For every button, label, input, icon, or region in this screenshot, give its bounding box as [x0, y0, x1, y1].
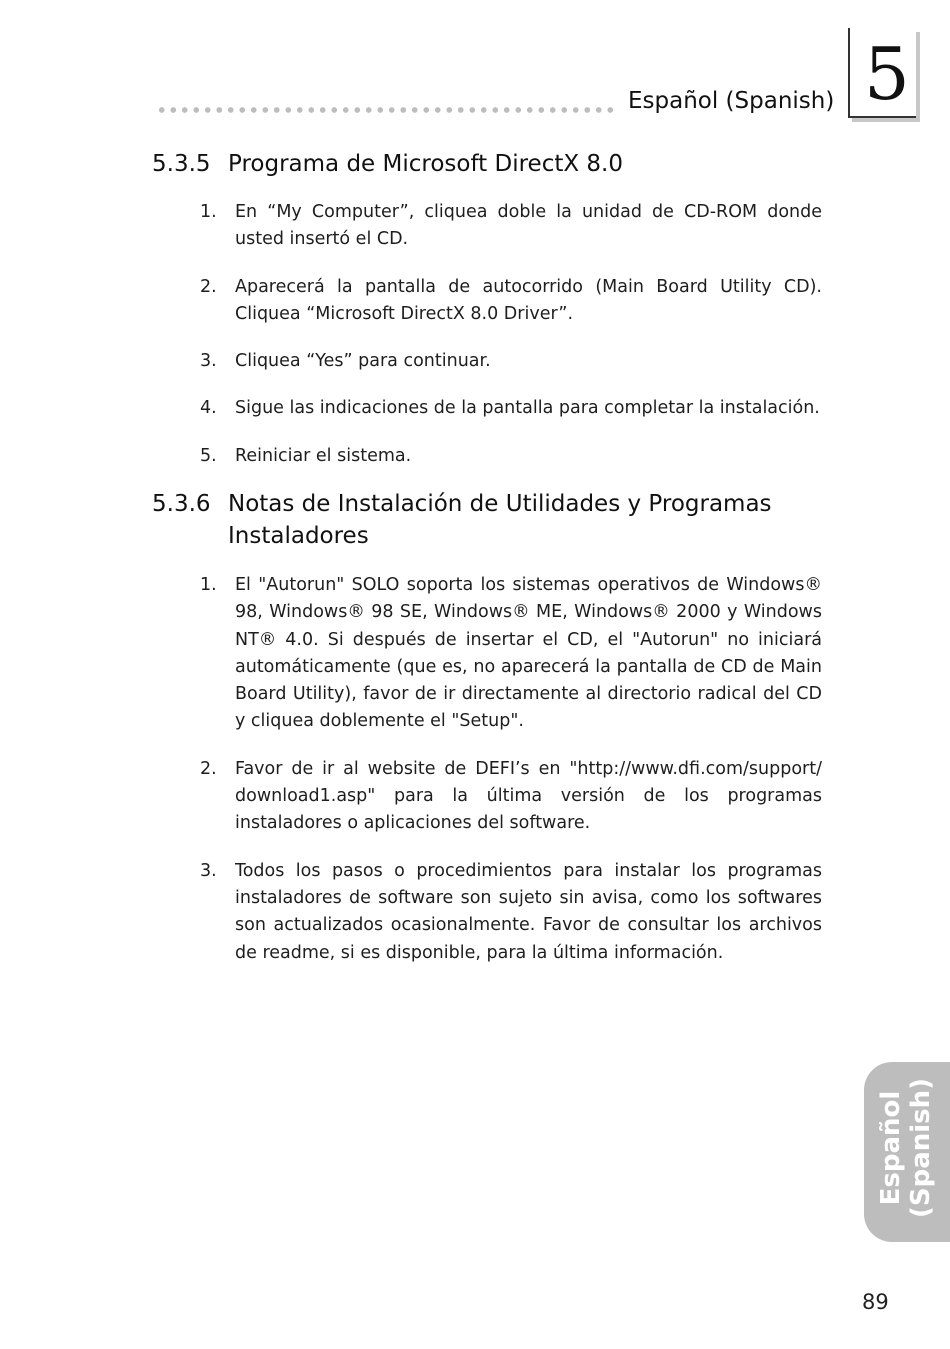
item-text: Reiniciar el sistema. [235, 445, 412, 466]
page-number: 89 [862, 1290, 889, 1314]
list-item [200, 395, 822, 422]
section-heading-536 [152, 488, 822, 552]
section-title-line2: Instaladores [228, 523, 369, 549]
section-title: Programa de Microsoft DirectX 8.0 [228, 151, 623, 177]
list-item [200, 348, 822, 375]
item-text: El "Autorun" SOLO soporta los sistemas operativos de Windows® 98, Windows® 98 SE, Windows® ME, Windows® 2000 y Windows NT® 4.0. Si después de insertar el CD, el "Autorun" no iniciará automáticamente (que es, no aparecerá la pantalla de CD de Main Board Utility), favor de ir directamente al directorio radical del CD y cliquea doblemente el "Setup". [235, 575, 822, 732]
section-number: 5.3.5 [152, 151, 211, 177]
chapter-number: 5 [864, 32, 910, 116]
list-item [200, 858, 822, 967]
section-heading-535 [152, 148, 822, 180]
item-number: 3. [200, 860, 217, 881]
side-tab-line1: Español [876, 1090, 906, 1206]
list-item [200, 274, 822, 329]
directx-steps-list [200, 199, 822, 470]
item-number: 1. [200, 575, 217, 595]
list-item [200, 756, 822, 838]
list-item [200, 572, 822, 736]
item-number: 1. [200, 202, 217, 222]
item-number: 2. [200, 758, 217, 779]
item-number: 4. [200, 398, 217, 419]
section-title-line1: Notas de Instalación de Utilidades y Programas [228, 491, 772, 517]
item-number: 3. [200, 351, 217, 372]
side-tab-line2: (Spanish) [906, 1077, 936, 1219]
side-tab-label [876, 1058, 950, 1238]
item-text: Sigue las indicaciones de la pantalla para completar la instalación. [235, 398, 820, 419]
item-text: Favor de ir al website de DEFI’s en "http://www.dfi.com/support/ download1.asp" para la última versión de los programas instaladores o aplicaciones del software. [235, 758, 822, 834]
running-head: Español (Spanish) [628, 88, 835, 114]
chapter-marker [848, 28, 916, 118]
install-notes-list [200, 572, 822, 967]
item-number: 2. [200, 276, 217, 297]
item-text: Todos los pasos o procedimientos para instalar los programas instaladores de software son sujeto sin avisa, como los softwares son actualizados ocasionalmente. Favor de consultar los archivos de readme, si es disponible, para la última información. [235, 860, 822, 963]
dotted-rule [156, 104, 616, 116]
item-text: Aparecerá la pantalla de autocorrido (Main Board Utility CD). Cliquea “Microsoft DirectX 8.0 Driver”. [235, 276, 822, 324]
item-text: En “My Computer”, cliquea doble la unidad de CD-ROM donde usted insertó el CD. [235, 202, 822, 250]
list-item [200, 443, 822, 470]
item-number: 5. [200, 445, 217, 466]
item-text: Cliquea “Yes” para continuar. [235, 351, 491, 372]
list-item [200, 199, 822, 254]
language-side-tab [864, 1062, 950, 1242]
section-number: 5.3.6 [152, 491, 211, 517]
